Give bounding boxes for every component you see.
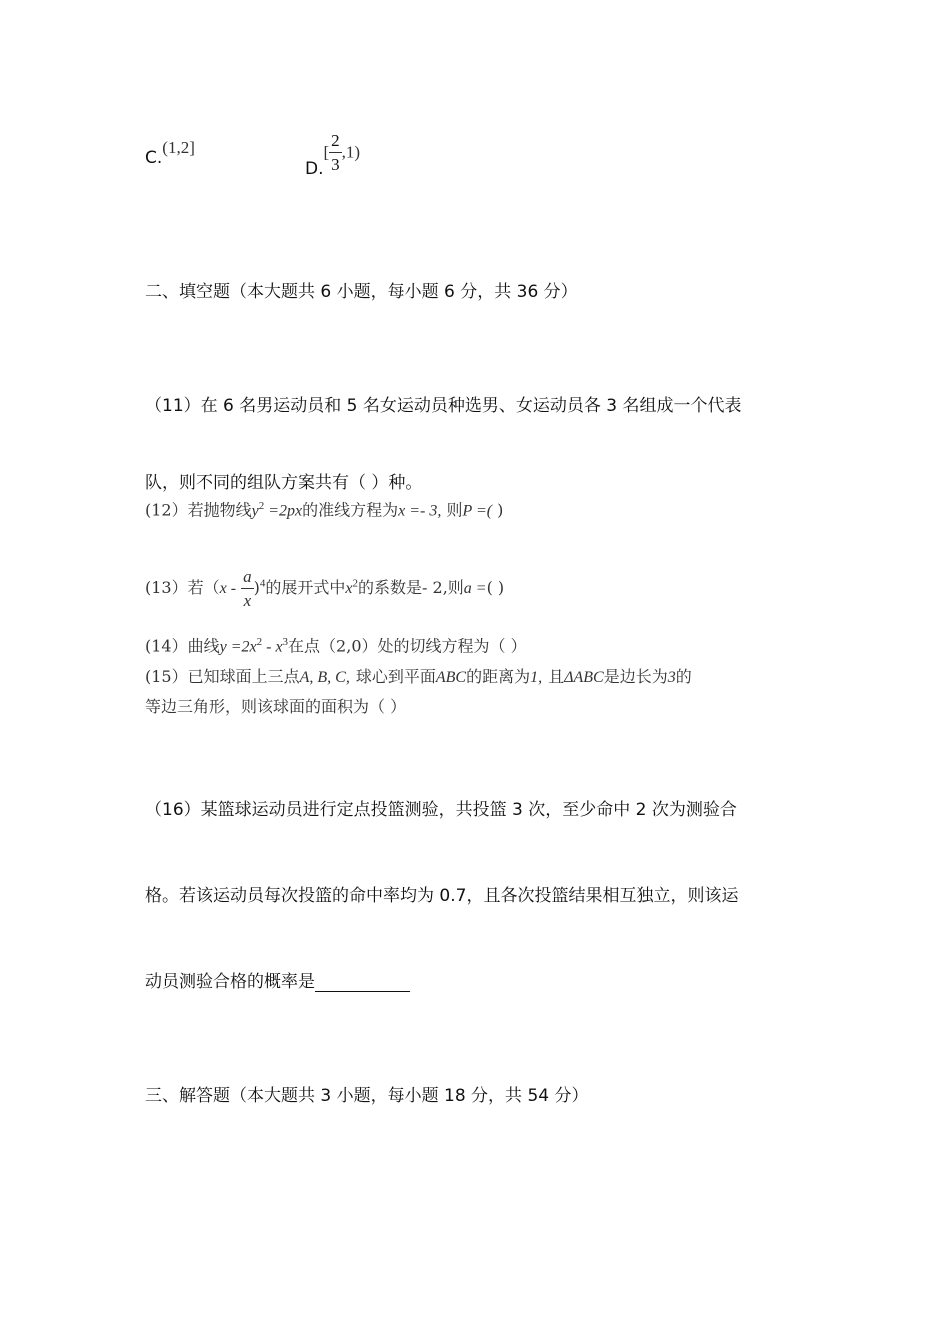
- q15-three: 3: [667, 669, 676, 686]
- q13-exp: 4: [259, 577, 266, 590]
- option-d-open: [: [323, 142, 330, 162]
- q15-b: 球心到平面: [355, 667, 436, 686]
- option-d-numerator: 2: [331, 131, 340, 150]
- q14-mid: 在点（2,0）处的切线方程为（ ）: [288, 636, 527, 656]
- q12: [145, 500, 503, 521]
- option-d: [305, 131, 361, 179]
- q13-close: ( ): [486, 578, 505, 597]
- q12-directrix: x =- 3,: [398, 502, 442, 520]
- q16-line3-text: 动员测验合格的概率是: [145, 972, 315, 992]
- q15-one: 1,: [530, 669, 543, 686]
- q16-line3: [145, 972, 410, 992]
- option-c-label: C.: [145, 148, 163, 168]
- q13-after: ): [253, 578, 260, 597]
- q14-exp1: 2: [256, 636, 263, 648]
- option-d-denominator: 3: [331, 155, 340, 174]
- q12-prefix: (12）若抛物线: [145, 500, 252, 520]
- q15-line2: 等边三角形，则该球面的面积为（ ）: [145, 697, 407, 716]
- q15-e: 是边长为: [603, 667, 668, 686]
- q14-eq: y =2x: [219, 638, 257, 656]
- q12-p: P =(: [462, 502, 493, 520]
- q13-mid: 的展开式中: [265, 578, 346, 597]
- q14-eq2: - x: [262, 638, 283, 656]
- q11-line1: （11）在 6 名男运动员和 5 名女运动员种选男、女运动员各 3 名组成一个代表: [145, 396, 742, 416]
- q13-numerator: a: [243, 567, 252, 586]
- q16-line1: （16）某篮球运动员进行定点投篮测验，共投篮 3 次，至少命中 2 次为测验合: [145, 800, 737, 820]
- q15-points: A, B, C,: [299, 669, 350, 686]
- q13: [145, 568, 504, 609]
- section3-heading: 三、解答题（本大题共 3 小题，每小题 18 分，共 54 分）: [145, 1086, 589, 1106]
- q11-line2: 队，则不同的组队方案共有（ ）种。: [145, 473, 423, 493]
- q13-prefix: (13）若（: [145, 578, 220, 597]
- q13-denominator: x: [243, 591, 252, 610]
- q14: [145, 636, 527, 657]
- q13-mid2: 的系数是- 2,则: [358, 578, 464, 597]
- option-c: [145, 138, 195, 168]
- q16-line2: 格。若该运动员每次投篮的命中率均为 0.7，且各次投篮结果相互独立，则该运: [145, 886, 739, 906]
- q14-prefix: (14）曲线: [145, 636, 220, 656]
- option-c-value: (1,2]: [162, 138, 195, 157]
- q15-f: 的: [675, 667, 692, 686]
- q15-line1: [145, 667, 692, 687]
- q15-triangle: ΔABC: [564, 669, 604, 686]
- q12-mid: 的准线方程为: [302, 500, 399, 520]
- q15-a: (15）已知球面上三点: [145, 667, 300, 686]
- q12-eq-rest: =2px: [264, 502, 303, 520]
- q13-x2-exp: 2: [352, 577, 359, 590]
- section2-heading: 二、填空题（本大题共 6 小题，每小题 6 分，共 36 分）: [145, 282, 578, 302]
- q15-d: 且: [548, 667, 565, 686]
- q14-exp2: 3: [282, 636, 289, 648]
- q13-x2: x: [345, 580, 353, 597]
- q15-c: 的距离为: [466, 667, 531, 686]
- q15-abc: ABC: [435, 669, 467, 686]
- option-d-close: ,1): [341, 142, 361, 162]
- q12-eq-exp: 2: [258, 500, 265, 512]
- q12-close: ): [492, 500, 504, 520]
- option-d-fraction: [329, 132, 342, 173]
- option-d-label: D.: [305, 158, 324, 179]
- q13-fraction: [241, 568, 254, 609]
- q13-x: x -: [219, 580, 237, 597]
- q13-a: a =: [463, 580, 487, 597]
- q12-suffix: 则: [441, 500, 463, 520]
- q12-eq-y: y: [251, 502, 259, 520]
- q16-answer-blank[interactable]: [315, 973, 410, 992]
